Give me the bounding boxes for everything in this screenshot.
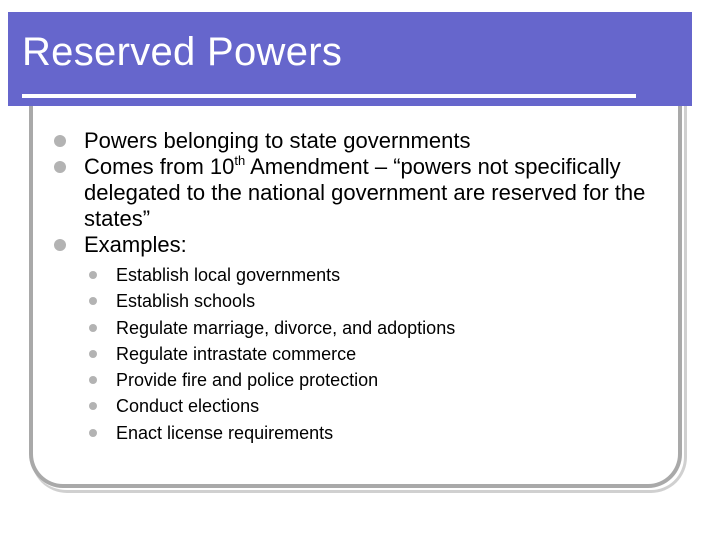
example-text: Regulate marriage, divorce, and adoptions: [116, 317, 456, 338]
example-text: Establish schools: [116, 291, 256, 312]
example-item: [84, 288, 674, 314]
sub-bullet-dot-icon: [89, 271, 97, 279]
example-text: Provide fire and police protection: [116, 370, 379, 391]
bullet-item: [54, 154, 674, 232]
example-text: Establish local governments: [116, 265, 341, 285]
sub-bullet-dot-icon: [89, 402, 97, 410]
bullet-text-part: Amendment – “powers not specifically delegated to the national government are reserved for the states”: [84, 154, 646, 231]
bullet-dot-icon: [54, 135, 66, 147]
example-item: [84, 420, 674, 446]
example-item: [84, 262, 674, 288]
sub-bullet-dot-icon: [89, 324, 97, 332]
bullet-item: [54, 128, 674, 154]
bullet-dot-icon: [54, 239, 66, 251]
ordinal-superscript: th: [234, 152, 246, 168]
example-item: [84, 341, 674, 367]
sub-bullet-dot-icon: [89, 350, 97, 358]
bullet-text-part: Comes from 10: [84, 154, 235, 179]
sub-bullet-dot-icon: [89, 376, 97, 384]
example-item: [84, 367, 674, 393]
bullet-text: Examples:: [84, 232, 187, 257]
example-text: Enact license requirements: [116, 422, 334, 443]
example-text: Conduct elections: [116, 396, 260, 417]
example-item: [84, 315, 674, 341]
examples-list: [84, 262, 674, 446]
example-item: [84, 393, 674, 419]
main-bullet-list: [54, 128, 674, 446]
slide-body: [54, 128, 674, 446]
example-text: Regulate intrastate commerce: [116, 343, 357, 364]
bullet-dot-icon: [54, 161, 66, 173]
sub-bullet-dot-icon: [89, 429, 97, 437]
bullet-item: [54, 232, 674, 446]
slide-title: Reserved Powers: [22, 30, 343, 74]
sub-bullet-dot-icon: [89, 297, 97, 305]
title-underline: [22, 94, 636, 98]
bullet-text: Powers belonging to state governments: [84, 128, 471, 153]
